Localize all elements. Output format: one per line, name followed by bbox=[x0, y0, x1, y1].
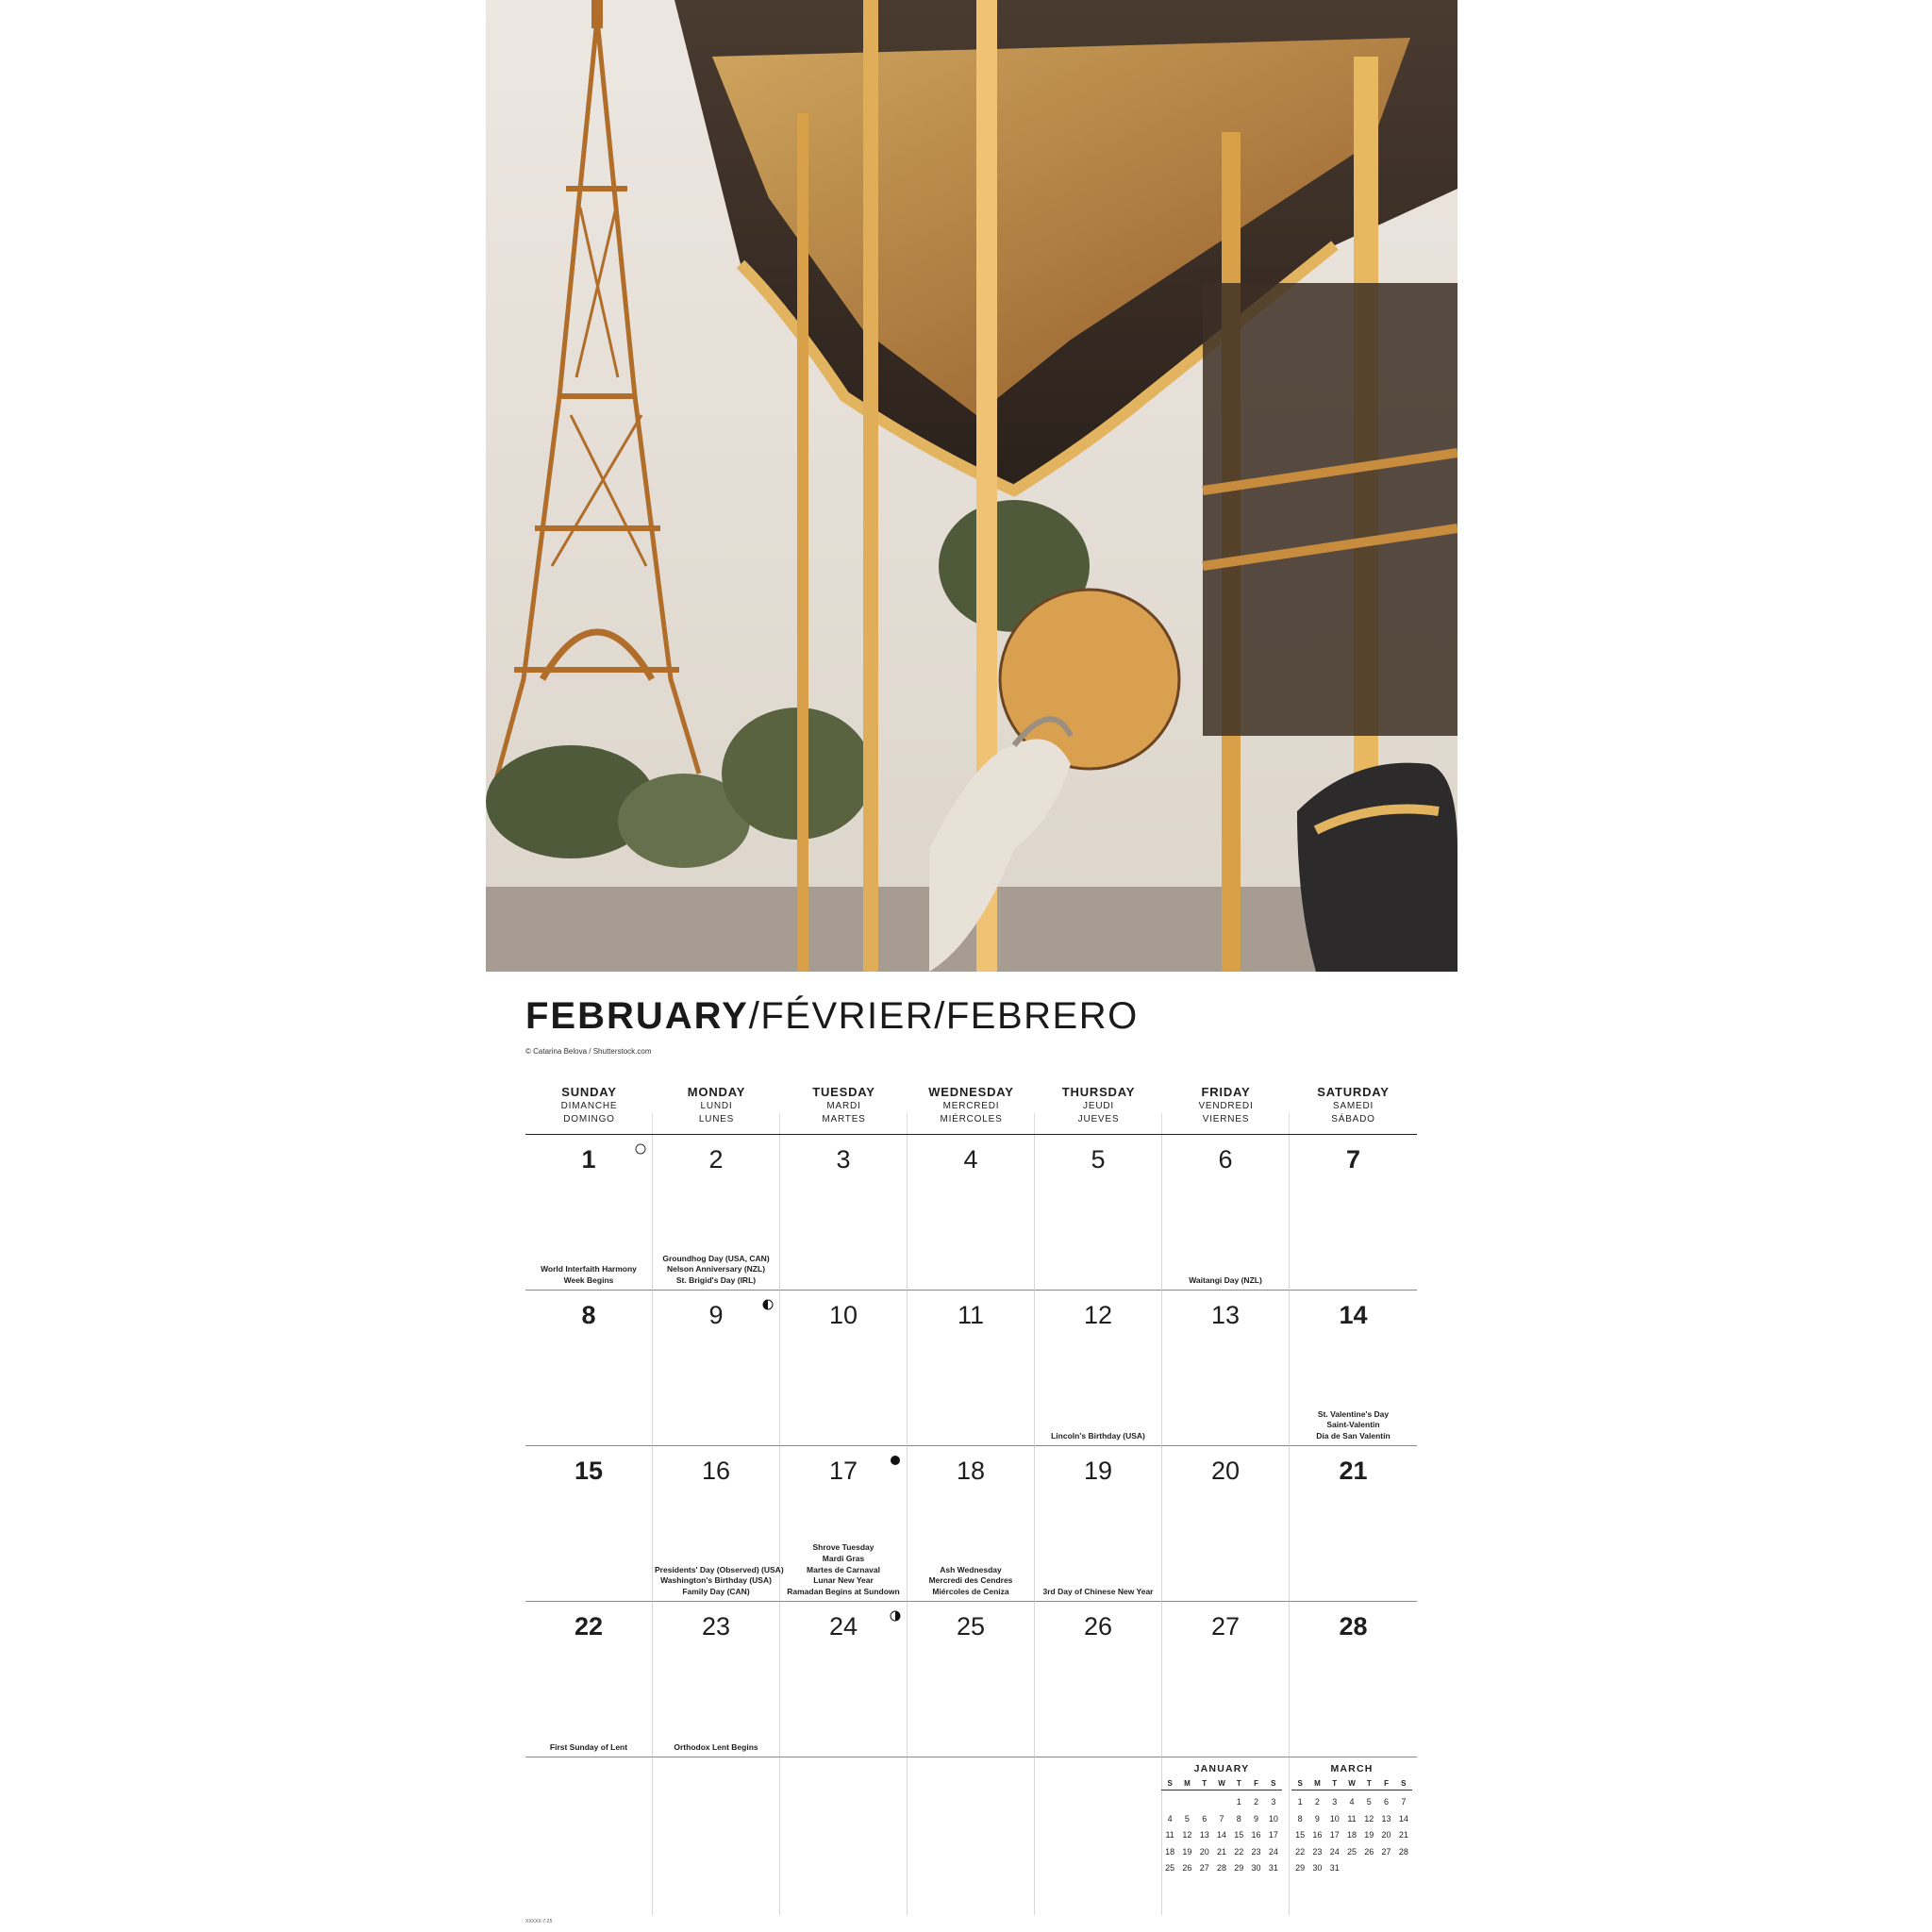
day-number: 24 bbox=[828, 1612, 858, 1641]
event-text: Ash Wednesday bbox=[940, 1564, 1002, 1574]
weekday-label-es: MIÉRCOLES bbox=[940, 1114, 1003, 1124]
weekday-label-en: TUESDAY bbox=[812, 1085, 875, 1099]
mini-day: 3 bbox=[1332, 1797, 1338, 1807]
day-number: 25 bbox=[956, 1612, 986, 1641]
mini-day: 26 bbox=[1182, 1863, 1192, 1873]
day-cell bbox=[525, 1135, 653, 1291]
mini-day: 7 bbox=[1401, 1797, 1407, 1807]
month-grid bbox=[525, 1135, 1417, 1915]
mini-week-row bbox=[1161, 1794, 1282, 1811]
mini-weekday: M bbox=[1184, 1779, 1191, 1788]
day-cell bbox=[1035, 1446, 1162, 1602]
day-number: 13 bbox=[1210, 1301, 1241, 1329]
event-text: Mercredi des Cendres bbox=[928, 1575, 1013, 1586]
day-number: 5 bbox=[1091, 1145, 1106, 1174]
mini-day bbox=[1360, 1860, 1377, 1877]
mini-calendar-march bbox=[1291, 1762, 1412, 1877]
mini-day: 13 bbox=[1381, 1813, 1391, 1824]
mini-week-row bbox=[1291, 1794, 1412, 1811]
moon-first-quarter-icon bbox=[890, 1609, 901, 1626]
mini-day: 15 bbox=[1295, 1830, 1306, 1840]
day-events bbox=[1164, 1275, 1287, 1287]
day-number: 14 bbox=[1339, 1301, 1368, 1329]
footer-code: XXXXX-7-25 bbox=[525, 1919, 553, 1924]
mini-day: 5 bbox=[1366, 1797, 1372, 1807]
mini-calendar-january bbox=[1161, 1762, 1282, 1877]
mini-day: 11 bbox=[1165, 1830, 1174, 1840]
event-text: 3rd Day of Chinese New Year bbox=[1042, 1587, 1154, 1597]
day-number: 21 bbox=[1339, 1457, 1368, 1485]
weekday-friday bbox=[1162, 1085, 1290, 1134]
event-text: Washington's Birthday (USA) bbox=[660, 1575, 772, 1586]
day-cell bbox=[653, 1602, 780, 1757]
mini-day: 6 bbox=[1384, 1797, 1390, 1807]
day-number: 8 bbox=[581, 1301, 596, 1329]
weekday-label-fr: SAMEDI bbox=[1332, 1101, 1374, 1111]
mini-day bbox=[1377, 1860, 1394, 1877]
mini-week-row bbox=[1161, 1827, 1282, 1844]
event-text: Mardi Gras bbox=[822, 1553, 865, 1563]
mini-week-row bbox=[1291, 1827, 1412, 1844]
weekday-sunday bbox=[525, 1085, 653, 1134]
mini-weekday: M bbox=[1314, 1779, 1321, 1788]
weekday-label-fr: DIMANCHE bbox=[560, 1101, 618, 1111]
day-cell bbox=[1035, 1602, 1162, 1757]
mini-day: 24 bbox=[1329, 1846, 1340, 1857]
mini-day: 31 bbox=[1329, 1863, 1340, 1873]
event-text: Lunar New Year bbox=[813, 1575, 874, 1586]
day-events bbox=[655, 1564, 784, 1598]
mini-day: 29 bbox=[1295, 1863, 1306, 1873]
day-events bbox=[1291, 1409, 1415, 1442]
day-cell bbox=[908, 1602, 1035, 1757]
weekday-label-en: WEDNESDAY bbox=[928, 1085, 1014, 1099]
day-events bbox=[655, 1254, 777, 1287]
mini-weekday: S bbox=[1297, 1779, 1303, 1788]
mini-day: 3 bbox=[1271, 1797, 1276, 1807]
weekday-saturday bbox=[1290, 1085, 1417, 1134]
event-text: Martes de Carnaval bbox=[807, 1564, 880, 1574]
day-number: 10 bbox=[828, 1301, 858, 1329]
mini-day: 17 bbox=[1329, 1830, 1340, 1840]
event-text: World Interfaith Harmony bbox=[541, 1264, 637, 1274]
event-text: Lincoln's Birthday (USA) bbox=[1051, 1431, 1145, 1441]
mini-day bbox=[1213, 1794, 1230, 1811]
weekday-label-en: THURSDAY bbox=[1061, 1085, 1136, 1099]
day-cell bbox=[653, 1446, 784, 1602]
event-text: St. Brigid's Day (IRL) bbox=[675, 1275, 757, 1286]
day-cell bbox=[1162, 1446, 1290, 1602]
mini-day: 9 bbox=[1254, 1813, 1259, 1824]
event-text: Waitangi Day (NZL) bbox=[1189, 1275, 1262, 1286]
weekday-label-es: JUEVES bbox=[1077, 1114, 1120, 1124]
day-cell bbox=[525, 1446, 653, 1602]
weekday-label-es: LUNES bbox=[698, 1114, 735, 1124]
day-number: 12 bbox=[1083, 1301, 1113, 1329]
weekday-header bbox=[525, 1085, 1417, 1134]
mini-week-row bbox=[1291, 1860, 1412, 1877]
weekday-label-es: MARTES bbox=[822, 1114, 866, 1124]
event-text: Week Begins bbox=[563, 1275, 614, 1286]
mini-day: 17 bbox=[1268, 1830, 1278, 1840]
mini-day: 23 bbox=[1312, 1846, 1323, 1857]
mini-day: 21 bbox=[1398, 1830, 1408, 1840]
mini-day: 24 bbox=[1268, 1846, 1278, 1857]
weekday-label-fr: MARDI bbox=[826, 1101, 861, 1111]
weekday-monday bbox=[653, 1085, 780, 1134]
mini-calendar-head bbox=[1161, 1777, 1282, 1790]
mini-day: 2 bbox=[1314, 1797, 1320, 1807]
mini-day bbox=[1395, 1860, 1412, 1877]
day-events bbox=[909, 1565, 1032, 1598]
mini-day: 20 bbox=[1381, 1830, 1391, 1840]
mini-weekday: F bbox=[1384, 1779, 1389, 1788]
day-cell bbox=[1290, 1291, 1417, 1446]
day-number: 23 bbox=[701, 1612, 731, 1641]
mini-day: 14 bbox=[1398, 1813, 1408, 1824]
calendar-photo bbox=[486, 0, 1457, 972]
mini-week-row bbox=[1291, 1811, 1412, 1828]
mini-day: 4 bbox=[1349, 1797, 1355, 1807]
mini-day: 16 bbox=[1312, 1830, 1323, 1840]
day-number: 19 bbox=[1083, 1457, 1113, 1485]
day-cell bbox=[1290, 1602, 1417, 1757]
event-text: Miércoles de Ceniza bbox=[932, 1587, 1009, 1597]
mini-weekday: T bbox=[1202, 1779, 1208, 1788]
day-number: 15 bbox=[574, 1457, 604, 1485]
weekday-label-fr: LUNDI bbox=[700, 1101, 733, 1111]
mini-week-row bbox=[1291, 1844, 1412, 1861]
weekday-label-en: SATURDAY bbox=[1317, 1085, 1390, 1099]
mini-day: 22 bbox=[1295, 1846, 1306, 1857]
day-number: 3 bbox=[836, 1145, 851, 1174]
day-cell bbox=[908, 1291, 1035, 1446]
mini-day: 7 bbox=[1219, 1813, 1224, 1824]
event-text: Día de San Valentín bbox=[1316, 1431, 1391, 1441]
day-cell bbox=[653, 1135, 780, 1291]
empty-cell bbox=[780, 1757, 908, 1915]
mini-day: 14 bbox=[1216, 1830, 1226, 1840]
mini-day: 10 bbox=[1329, 1813, 1340, 1824]
mini-day: 19 bbox=[1364, 1830, 1374, 1840]
day-number: 26 bbox=[1083, 1612, 1113, 1641]
weekday-wednesday bbox=[908, 1085, 1035, 1134]
event-text: Orthodox Lent Begins bbox=[674, 1742, 758, 1753]
moon-full-icon bbox=[635, 1142, 646, 1159]
empty-cell bbox=[653, 1757, 780, 1915]
day-cell bbox=[525, 1291, 653, 1446]
weekday-label-en: MONDAY bbox=[687, 1085, 746, 1099]
day-number: 22 bbox=[574, 1612, 604, 1641]
weekday-label-fr: JEUDI bbox=[1083, 1101, 1114, 1111]
empty-cell bbox=[525, 1757, 653, 1915]
day-number: 20 bbox=[1210, 1457, 1241, 1485]
mini-day: 5 bbox=[1184, 1813, 1190, 1824]
mini-weekday: S bbox=[1167, 1779, 1173, 1788]
mini-weekday: W bbox=[1348, 1779, 1356, 1788]
event-text: First Sunday of Lent bbox=[549, 1742, 628, 1753]
month-title bbox=[525, 992, 1139, 1040]
mini-weekday: T bbox=[1236, 1779, 1241, 1788]
mini-day: 27 bbox=[1381, 1846, 1391, 1857]
event-text: Shrove Tuesday bbox=[812, 1542, 874, 1553]
day-cell bbox=[525, 1602, 653, 1757]
mini-day bbox=[1161, 1794, 1178, 1811]
mini-day: 13 bbox=[1199, 1830, 1209, 1840]
event-text: Nelson Anniversary (NZL) bbox=[666, 1264, 766, 1274]
mini-calendar-title: MARCH bbox=[1330, 1763, 1374, 1774]
day-number: 16 bbox=[701, 1457, 731, 1485]
mini-day: 31 bbox=[1268, 1863, 1278, 1873]
day-cell bbox=[1162, 1291, 1290, 1446]
day-events bbox=[1037, 1431, 1159, 1442]
mini-day: 2 bbox=[1254, 1797, 1259, 1807]
mini-day: 18 bbox=[1165, 1846, 1175, 1857]
mini-day: 12 bbox=[1364, 1813, 1374, 1824]
event-text: Saint-Valentin bbox=[1326, 1420, 1380, 1430]
day-cell bbox=[1162, 1602, 1290, 1757]
mini-day: 11 bbox=[1347, 1813, 1357, 1824]
mini-day: 30 bbox=[1251, 1863, 1261, 1873]
month-title-fr-es: /FÉVRIER/FEBRERO bbox=[748, 995, 1139, 1037]
mini-day: 22 bbox=[1234, 1846, 1244, 1857]
mini-day: 30 bbox=[1312, 1863, 1323, 1873]
event-text: Family Day (CAN) bbox=[682, 1587, 750, 1597]
photo-credit: © Catarina Belova / Shutterstock.com bbox=[525, 1047, 652, 1056]
day-cell bbox=[1290, 1135, 1417, 1291]
mini-weekday: T bbox=[1366, 1779, 1372, 1788]
mini-day: 21 bbox=[1216, 1846, 1226, 1857]
day-number: 2 bbox=[708, 1145, 724, 1174]
mini-day: 18 bbox=[1346, 1830, 1357, 1840]
moon-last-quarter-icon bbox=[762, 1298, 774, 1315]
day-number: 9 bbox=[708, 1301, 724, 1329]
day-events bbox=[655, 1742, 777, 1754]
day-cell bbox=[908, 1135, 1035, 1291]
mini-day: 27 bbox=[1199, 1863, 1209, 1873]
mini-calendar-head bbox=[1291, 1777, 1412, 1790]
day-number: 17 bbox=[828, 1457, 858, 1485]
empty-cell bbox=[1035, 1757, 1162, 1915]
day-cell bbox=[780, 1291, 908, 1446]
mini-weekday: T bbox=[1332, 1779, 1338, 1788]
day-number: 7 bbox=[1345, 1145, 1361, 1174]
day-number: 1 bbox=[581, 1145, 596, 1174]
mini-day: 12 bbox=[1182, 1830, 1192, 1840]
event-text: St. Valentine's Day bbox=[1317, 1408, 1390, 1419]
mini-day bbox=[1196, 1794, 1213, 1811]
mini-day bbox=[1343, 1860, 1360, 1877]
weekday-label-fr: VENDREDI bbox=[1198, 1101, 1254, 1111]
event-text: Groundhog Day (USA, CAN) bbox=[662, 1253, 770, 1263]
mini-week-row bbox=[1161, 1811, 1282, 1828]
mini-day: 28 bbox=[1398, 1846, 1408, 1857]
mini-day: 26 bbox=[1364, 1846, 1374, 1857]
weekday-label-es: DOMINGO bbox=[563, 1114, 615, 1124]
weekday-label-fr: MERCREDI bbox=[942, 1101, 1000, 1111]
mini-day: 25 bbox=[1165, 1863, 1175, 1873]
mini-day: 25 bbox=[1346, 1846, 1357, 1857]
day-cell bbox=[780, 1446, 908, 1602]
mini-day: 1 bbox=[1297, 1797, 1303, 1807]
weekday-tuesday bbox=[780, 1085, 908, 1134]
day-cell bbox=[1162, 1135, 1290, 1291]
eiffel-carousel-illustration bbox=[486, 0, 1457, 972]
mini-calendar-title: JANUARY bbox=[1193, 1763, 1250, 1774]
mini-week-row bbox=[1161, 1860, 1282, 1877]
mini-day: 4 bbox=[1167, 1813, 1173, 1824]
mini-day: 9 bbox=[1314, 1813, 1320, 1824]
day-number: 6 bbox=[1218, 1145, 1233, 1174]
day-number: 11 bbox=[957, 1301, 985, 1329]
event-text: Presidents' Day (Observed) (USA) bbox=[655, 1564, 784, 1574]
mini-day bbox=[1178, 1794, 1195, 1811]
day-cell bbox=[653, 1291, 780, 1446]
event-text: Ramadan Begins at Sundown bbox=[787, 1587, 900, 1597]
day-events bbox=[782, 1542, 905, 1598]
day-cell bbox=[1290, 1446, 1417, 1602]
day-number: 4 bbox=[963, 1145, 978, 1174]
day-cell bbox=[780, 1135, 908, 1291]
empty-cell bbox=[908, 1757, 1035, 1915]
day-events bbox=[527, 1264, 650, 1287]
mini-day: 8 bbox=[1297, 1813, 1303, 1824]
mini-weekday: W bbox=[1218, 1779, 1225, 1788]
mini-weekday: S bbox=[1401, 1779, 1407, 1788]
weekday-thursday bbox=[1035, 1085, 1162, 1134]
day-number: 18 bbox=[956, 1457, 986, 1485]
mini-weekday: F bbox=[1254, 1779, 1258, 1788]
mini-day: 20 bbox=[1199, 1846, 1209, 1857]
weekday-label-en: SUNDAY bbox=[561, 1085, 617, 1099]
day-cell bbox=[1035, 1291, 1162, 1446]
mini-day: 28 bbox=[1216, 1863, 1226, 1873]
day-events bbox=[527, 1742, 650, 1754]
mini-day: 6 bbox=[1202, 1813, 1208, 1824]
month-title-en: FEBRUARY bbox=[525, 995, 749, 1037]
mini-week-row bbox=[1161, 1844, 1282, 1861]
mini-day: 23 bbox=[1251, 1846, 1261, 1857]
mini-day: 1 bbox=[1236, 1797, 1241, 1807]
day-number: 27 bbox=[1210, 1612, 1241, 1641]
mini-day: 10 bbox=[1268, 1813, 1278, 1824]
day-number: 28 bbox=[1339, 1612, 1368, 1641]
mini-day: 29 bbox=[1234, 1863, 1244, 1873]
mini-day: 8 bbox=[1236, 1813, 1241, 1824]
moon-new-icon bbox=[890, 1454, 901, 1471]
weekday-label-es: SÁBADO bbox=[1331, 1114, 1375, 1124]
day-cell bbox=[1035, 1135, 1162, 1291]
day-events bbox=[1037, 1587, 1159, 1598]
mini-day: 15 bbox=[1234, 1830, 1244, 1840]
mini-day: 16 bbox=[1251, 1830, 1261, 1840]
day-cell bbox=[908, 1446, 1035, 1602]
weekday-label-es: VIERNES bbox=[1202, 1114, 1250, 1124]
day-cell bbox=[780, 1602, 908, 1757]
mini-weekday: S bbox=[1271, 1779, 1276, 1788]
mini-day: 19 bbox=[1182, 1846, 1192, 1857]
weekday-label-en: FRIDAY bbox=[1201, 1085, 1251, 1099]
